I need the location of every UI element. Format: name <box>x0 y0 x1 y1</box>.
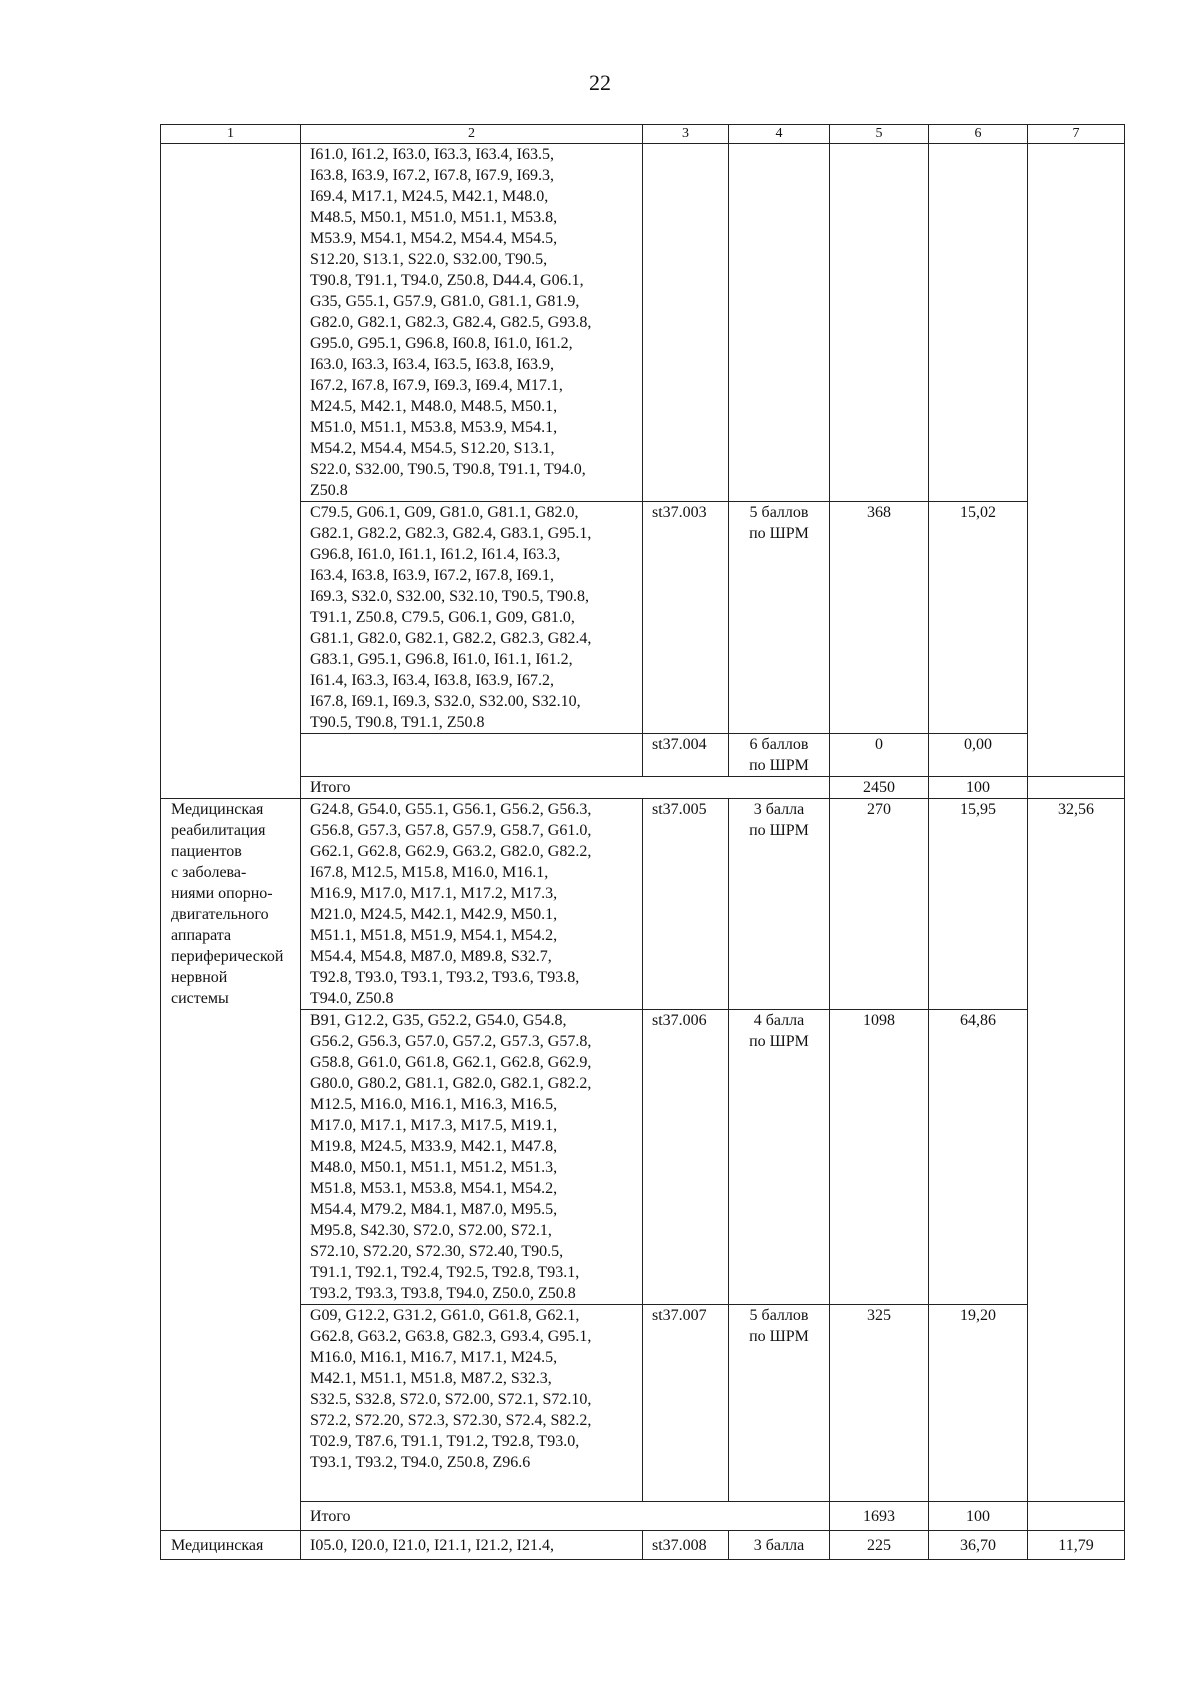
table-row <box>161 1010 1125 1305</box>
share-cell <box>929 144 1028 502</box>
total-row <box>161 1502 1125 1531</box>
total-empty-cell <box>1028 777 1125 799</box>
count-cell: 0 <box>830 734 929 777</box>
group-share-cell: 11,79 <box>1028 1531 1125 1560</box>
diagnosis-codes-cell <box>301 734 643 777</box>
header-col-3: 3 <box>643 125 729 144</box>
ksg-code-cell: st37.004 <box>643 734 729 777</box>
count-cell: 270 <box>830 799 929 1010</box>
ksg-code-cell: st37.006 <box>643 1010 729 1305</box>
total-label: Итого <box>301 1502 830 1531</box>
table-row <box>161 1531 1125 1560</box>
score-cell: 5 баллов по ШРМ <box>729 502 830 734</box>
score-cell <box>729 144 830 502</box>
page-number: 22 <box>589 70 611 95</box>
diagnosis-codes-cell: B91, G12.2, G35, G52.2, G54.0, G54.8, G56.2, G56.3, G57.0, G57.2, G57.3, G57.8, G58.8, G61.0, G61.8, G62.1, G62.8, G62.9, G80.0, G80.2, G81.1, G82.0, G82.1, G82.2, M12.5, M16.0, M16.1, M16.3, M16.5, M17.0, M17.1, M17.3, M17.5, M19.1, M19.8, M24.5, M33.9, M42.1, M47.8, M48.0, M50.1, M51.1, M51.2, M51.3, M51.8, M53.1, M53.8, M54.1, M54.2, M54.4, M79.2, M84.1, M87.0, M95.5, M95.8, S42.30, S72.0, S72.00, S72.1, S72.10, S72.20, S72.30, S72.40, T90.5, T91.1, T92.1, T92.4, T92.5, T92.8, T93.1, T93.2, T93.3, T93.8, T94.0, Z50.0, Z50.8 <box>301 1010 643 1305</box>
share-cell: 64,86 <box>929 1010 1028 1305</box>
share-cell: 36,70 <box>929 1531 1028 1560</box>
table-header-row <box>161 125 1125 144</box>
header-col-6: 6 <box>929 125 1028 144</box>
count-cell: 368 <box>830 502 929 734</box>
table-row <box>161 799 1125 1010</box>
total-count: 2450 <box>830 777 929 799</box>
table-row <box>161 144 1125 502</box>
tariff-table <box>160 124 1125 1560</box>
header-col-4: 4 <box>729 125 830 144</box>
group-name-cell: Медицинская реабилитация пациентов с заболева- ниями опорно- двигательного аппарата периферической нервной системы <box>161 799 301 1531</box>
ksg-code-cell: st37.005 <box>643 799 729 1010</box>
header-col-7: 7 <box>1028 125 1125 144</box>
diagnosis-codes-cell: I61.0, I61.2, I63.0, I63.3, I63.4, I63.5, I63.8, I63.9, I67.2, I67.8, I67.9, I69.3, I69.4, M17.1, M24.5, M42.1, M48.0, M48.5, M50.1, M51.0, M51.1, M53.8, M53.9, M54.1, M54.2, M54.4, M54.5, S12.20, S13.1, S22.0, S32.00, T90.5, T90.8, T91.1, T94.0, Z50.8, D44.4, G06.1, G35, G55.1, G57.9, G81.0, G81.1, G81.9, G82.0, G82.1, G82.3, G82.4, G82.5, G93.8, G95.0, G95.1, G96.8, I60.8, I61.0, I61.2, I63.0, I63.3, I63.4, I63.5, I63.8, I63.9, I67.2, I67.8, I67.9, I69.3, I69.4, M17.1, M24.5, M42.1, M48.0, M48.5, M50.1, M51.0, M51.1, M53.8, M53.9, M54.1, M54.2, M54.4, M54.5, S12.20, S13.1, S22.0, S32.00, T90.5, T90.8, T91.1, T94.0, Z50.8 <box>301 144 643 502</box>
table-row <box>161 734 1125 777</box>
ksg-code-cell: st37.008 <box>643 1531 729 1560</box>
share-cell: 15,95 <box>929 799 1028 1010</box>
count-cell: 225 <box>830 1531 929 1560</box>
ksg-code-cell: st37.003 <box>643 502 729 734</box>
diagnosis-codes-cell: I05.0, I20.0, I21.0, I21.1, I21.2, I21.4, <box>301 1531 643 1560</box>
table-row <box>161 1305 1125 1502</box>
header-col-5: 5 <box>830 125 929 144</box>
score-cell: 4 балла по ШРМ <box>729 1010 830 1305</box>
count-cell: 325 <box>830 1305 929 1502</box>
group-name-cell <box>161 144 301 799</box>
diagnosis-codes-cell: C79.5, G06.1, G09, G81.0, G81.1, G82.0, G82.1, G82.2, G82.3, G82.4, G83.1, G95.1, G96.8, I61.0, I61.1, I61.2, I61.4, I63.3, I63.4, I63.8, I63.9, I67.2, I67.8, I69.1, I69.3, S32.0, S32.00, S32.10, T90.5, T90.8, T91.1, Z50.8, C79.5, G06.1, G09, G81.0, G81.1, G82.0, G82.1, G82.2, G82.3, G82.4, G83.1, G95.1, G96.8, I61.0, I61.1, I61.2, I61.4, I63.3, I63.4, I63.8, I63.9, I67.2, I67.8, I69.1, I69.3, S32.0, S32.00, S32.10, T90.5, T90.8, T91.1, Z50.8 <box>301 502 643 734</box>
total-empty-cell <box>1028 1502 1125 1531</box>
header-col-1: 1 <box>161 125 301 144</box>
share-cell: 15,02 <box>929 502 1028 734</box>
header-col-2: 2 <box>301 125 643 144</box>
total-share: 100 <box>929 1502 1028 1531</box>
share-cell: 0,00 <box>929 734 1028 777</box>
total-share: 100 <box>929 777 1028 799</box>
count-cell <box>830 144 929 502</box>
score-cell: 6 баллов по ШРМ <box>729 734 830 777</box>
total-count: 1693 <box>830 1502 929 1531</box>
share-cell: 19,20 <box>929 1305 1028 1502</box>
table-row <box>161 502 1125 734</box>
score-cell: 3 балла <box>729 1531 830 1560</box>
group-name-cell: Медицинская <box>161 1531 301 1560</box>
ksg-code-cell: st37.007 <box>643 1305 729 1502</box>
group-share-cell <box>1028 144 1125 777</box>
group-share-cell: 32,56 <box>1028 799 1125 1502</box>
diagnosis-codes-cell: G09, G12.2, G31.2, G61.0, G61.8, G62.1, G62.8, G63.2, G63.8, G82.3, G93.4, G95.1, M16.0, M16.1, M16.7, M17.1, M24.5, M42.1, M51.1, M51.8, M87.2, S32.3, S32.5, S32.8, S72.0, S72.00, S72.1, S72.10, S72.2, S72.20, S72.3, S72.30, S72.4, S82.2, T02.9, T87.6, T91.1, T91.2, T92.8, T93.0, T93.1, T93.2, T94.0, Z50.8, Z96.6 <box>301 1305 643 1502</box>
total-row <box>161 777 1125 799</box>
total-label: Итого <box>301 777 830 799</box>
count-cell: 1098 <box>830 1010 929 1305</box>
ksg-code-cell <box>643 144 729 502</box>
score-cell: 5 баллов по ШРМ <box>729 1305 830 1502</box>
diagnosis-codes-cell: G24.8, G54.0, G55.1, G56.1, G56.2, G56.3, G56.8, G57.3, G57.8, G57.9, G58.7, G61.0, G62.1, G62.8, G62.9, G63.2, G82.0, G82.2, I67.8, M12.5, M15.8, M16.0, M16.1, M16.9, M17.0, M17.1, M17.2, M17.3, M21.0, M24.5, M42.1, M42.9, M50.1, M51.1, M51.8, M51.9, M54.1, M54.2, M54.4, M54.8, M87.0, M89.8, S32.7, T92.8, T93.0, T93.1, T93.2, T93.6, T93.8, T94.0, Z50.8 <box>301 799 643 1010</box>
score-cell: 3 балла по ШРМ <box>729 799 830 1010</box>
